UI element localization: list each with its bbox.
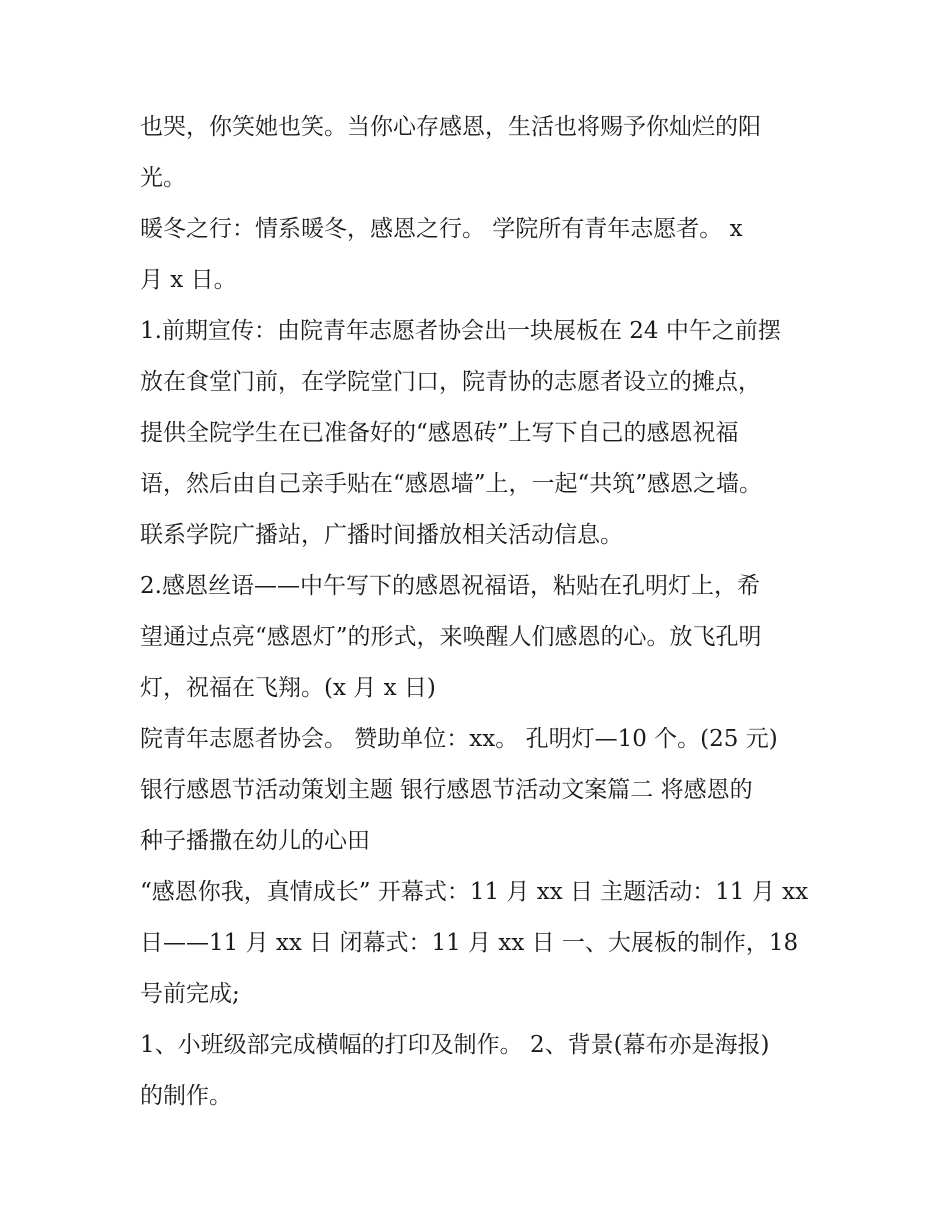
text-line: 月 x 日。 xyxy=(140,267,237,293)
text-line: “感恩你我，真情成长” 开幕式：11 月 xx 日 主题活动：11 月 xx xyxy=(140,879,809,905)
text-line: 的制作。 xyxy=(140,1083,232,1109)
text-line: 2.感恩丝语——中午写下的感恩祝福语，粘贴在孔明灯上，希 xyxy=(140,573,760,599)
text-line: 1、小班级部完成横幅的打印及制作。 2、背景(幕布亦是海报) xyxy=(140,1032,770,1058)
text-line: 联系学院广播站，广播时间播放相关活动信息。 xyxy=(140,522,623,548)
text-line: 暖冬之行：情系暖冬，感恩之行。 学院所有青年志愿者。 x xyxy=(140,216,743,242)
text-line: 院青年志愿者协会。 赞助单位：xx。 孔明灯—10 个。(25 元) xyxy=(140,726,778,752)
text-line: 灯，祝福在飞翔。(x 月 x 日) xyxy=(140,675,436,701)
text-line: 提供全院学生在已准备好的“感恩砖”上写下自己的感恩祝福 xyxy=(140,420,739,446)
text-line: 放在食堂门前，在学院堂门口，院青协的志愿者设立的摊点， xyxy=(140,369,761,395)
text-line: 望通过点亮“感恩灯”的形式，来唤醒人们感恩的心。放飞孔明 xyxy=(140,624,762,650)
text-line: 种子播撒在幼儿的心田 xyxy=(140,828,370,854)
text-line: 号前完成; xyxy=(140,981,240,1007)
document-body xyxy=(140,102,820,1122)
text-line: 也哭，你笑她也笑。当你心存感恩，生活也将赐予你灿烂的阳 xyxy=(140,114,761,140)
text-line: 日——11 月 xx 日 闭幕式：11 月 xx 日 一、大展板的制作，18 xyxy=(140,930,799,956)
text-line: 银行感恩节活动策划主题 银行感恩节活动文案篇二 将感恩的 xyxy=(140,777,753,803)
text-line: 光。 xyxy=(140,165,186,191)
text-line: 1.前期宣传：由院青年志愿者协会出一块展板在 24 中午之前摆 xyxy=(140,318,781,344)
text-line: 语，然后由自己亲手贴在“感恩墙”上，一起“共筑”感恩之墙。 xyxy=(140,471,763,497)
